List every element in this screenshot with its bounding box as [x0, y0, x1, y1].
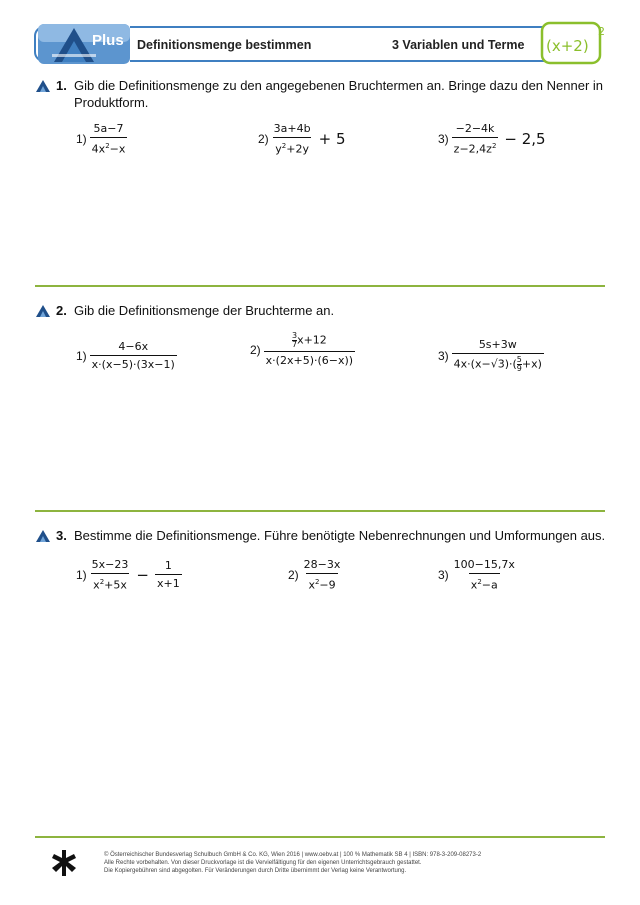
fraction: $\frac{3a+4b}{y^2+2y}$: [273, 122, 311, 156]
fraction: $\frac{1}{x+1}$: [156, 559, 180, 591]
page-header: [0, 0, 640, 75]
task-2-item-3: 3) 5s+3w 4x·(x−√3)·( $\frac{5}{9}$ +x): [438, 338, 542, 373]
task-text: Bestimme die Definitionsmenge. Führe benötigte Nebenrechnungen und Umformungen aus.: [74, 528, 606, 543]
badge-text: (x+2): [546, 37, 589, 55]
fraction: $\frac{100-15,7x}{x^2-a}$: [453, 558, 515, 592]
divider: [35, 510, 605, 512]
footer-copyright: © Österreichischer Bundesverlag Schulbuch GmbH & Co. KG, Wien 2016 | www.oebv.at | 100 % Mathematik SB 4 | ISBN: 978-3-209-08273-2 Alle Rechte vorbehalten. Von dieser Druckvorlage ist die Vervielfältigung für den eigenen Unterrichtsgebrauch gestattet. Die Kopiergebühren sind abgegolten. Für Veränderungen durch Dritte übernimmt der Verlag keine Verantwortung.: [104, 852, 482, 874]
task-3-item-1: 1) $\frac{5x-23}{x^2+5x}$ − $\frac{1}{x+1}$: [76, 558, 180, 592]
task-3-item-2: 2) $\frac{28-3x}{x^2-9}$: [288, 558, 341, 592]
fraction: $\frac{4-6x}{x\cdot(x-5)\cdot(3x-1)}$: [91, 340, 175, 371]
task-2-head: [36, 302, 608, 319]
divider: [35, 285, 605, 287]
task-2-item-2: 2) $\frac{3}{7}$ x+12 x·(2x+5)·(6−x)): [250, 331, 354, 367]
task-number: 1.: [56, 78, 67, 93]
fraction: 5s+3w 4x·(x−√3)·( $\frac{5}{9}$ +x): [453, 338, 542, 373]
task-number: 3.: [56, 528, 67, 543]
task-1-item-3: 3) $\frac{-2-4k}{z-2,4z^2}$ − 2,5: [438, 122, 546, 156]
triangle-icon: [36, 305, 50, 317]
term-tail: + 5: [318, 129, 346, 148]
divider: [35, 836, 605, 838]
fraction: $\frac{3}{7}$ x+12 x·(2x+5)·(6−x)): [265, 331, 354, 367]
task-3: [36, 527, 608, 544]
task-2: [36, 302, 608, 319]
fraction: $\frac{5x-23}{x^2+5x}$: [91, 558, 129, 592]
task-1-item-2: 2) $\frac{3a+4b}{y^2+2y}$ + 5: [258, 122, 346, 156]
minus-operator: −: [136, 565, 149, 584]
fraction: $\frac{-2-4k}{z-2,4z^2}$: [453, 122, 497, 156]
math-badge-icon: [538, 19, 610, 67]
task-text: Gib die Definitionsmenge der Bruchterme an.: [74, 303, 335, 318]
task-3-item-3: 3) $\frac{100-15,7x}{x^2-a}$: [438, 558, 515, 592]
triangle-icon: [36, 80, 50, 92]
triangle-icon: [36, 530, 50, 542]
plus-label: Plus: [92, 32, 124, 49]
task-2-item-1: 1) $\frac{4-6x}{x\cdot(x-5)\cdot(3x-1)}$: [76, 340, 175, 371]
task-3-head: [36, 527, 608, 544]
term-tail: − 2,5: [504, 129, 546, 148]
task-1: [36, 77, 608, 111]
task-1-head: [36, 77, 608, 111]
chapter-title: 3 Variablen und Terme: [392, 38, 525, 52]
task-text: Gib die Definitionsmenge zu den angegebenen Bruchtermen an. Bringe dazu den Nenner in Produktform.: [74, 78, 604, 110]
task-1-item-1: 1) $\frac{5a-7}{4x^2-x}$: [76, 122, 126, 156]
fraction: $\frac{28-3x}{x^2-9}$: [303, 558, 341, 592]
publisher-logo-icon: [50, 848, 78, 878]
fraction: $\frac{5a-7}{4x^2-x}$: [91, 122, 126, 156]
task-number: 2.: [56, 303, 67, 318]
page-title: Definitionsmenge bestimmen: [137, 38, 312, 52]
badge-exponent: 2: [598, 25, 605, 38]
